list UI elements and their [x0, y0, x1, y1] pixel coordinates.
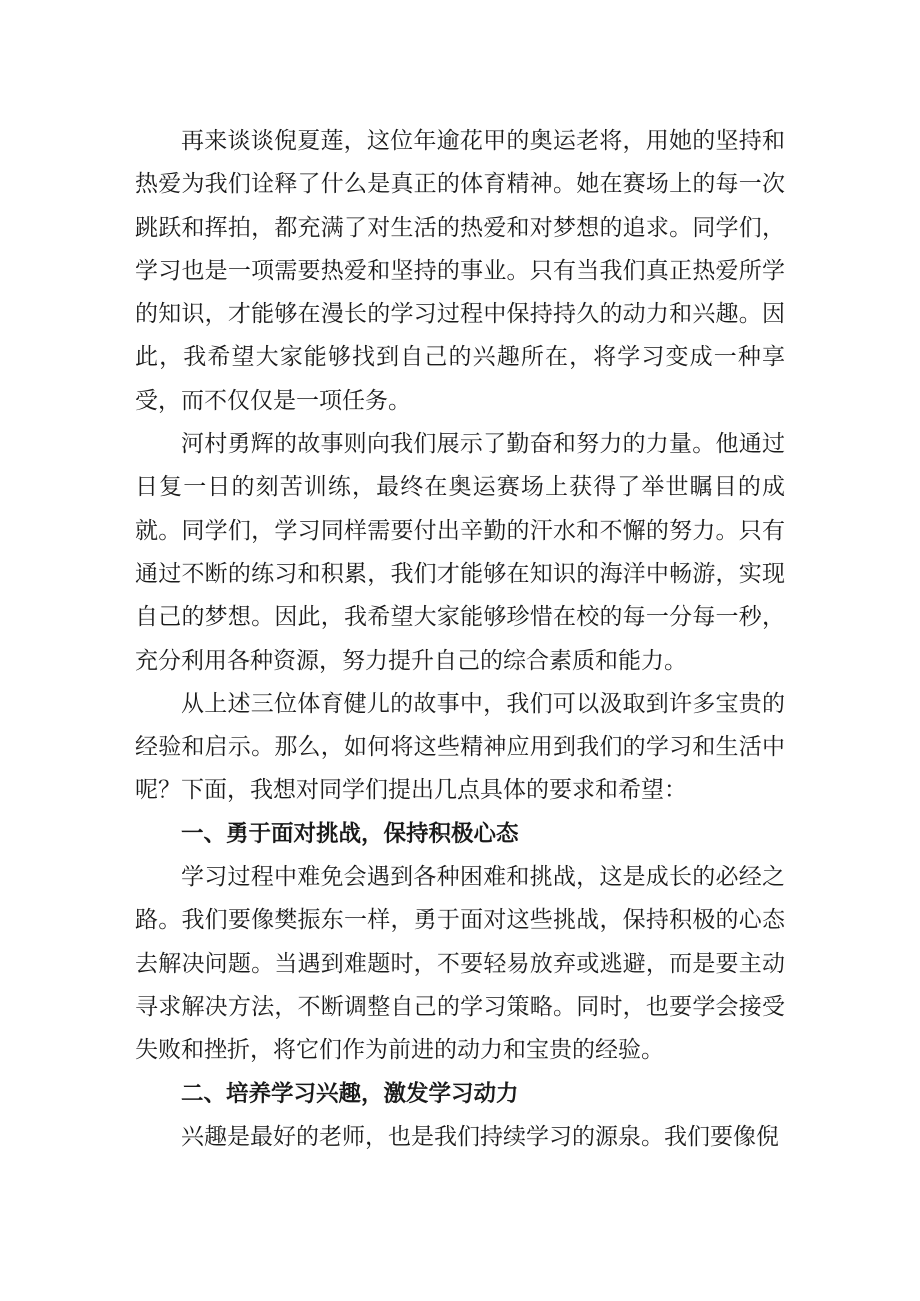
paragraph-ni-xialian: 再来谈谈倪夏莲，这位年逾花甲的奥运老将，用她的坚持和热爱为我们诠释了什么是真正的体育精神。她在赛场上的每一次跳跃和挥拍，都充满了对生活的热爱和对梦想的追求。同学们，学习也是一项需要热爱和坚持的事业。只有当我们真正热爱所学的知识，才能够在漫长的学习过程中保持持久的动力和兴趣。因此，我希望大家能够找到自己的兴趣所在，将学习变成一种享受，而不仅仅是一项任务。	[135, 128, 785, 414]
document-body	[135, 120, 785, 1159]
paragraph-kawamura-yuki: 河村勇辉的故事则向我们展示了勤奋和努力的力量。他通过日复一日的刻苦训练，最终在奥运赛场上获得了举世瞩目的成就。同学们，学习同样需要付出辛勤的汗水和不懈的努力。只有通过不断的练习和积累，我们才能够在知识的海洋中畅游，实现自己的梦想。因此，我希望大家能够珍惜在校的每一分每一秒，充分利用各种资源，努力提升自己的综合素质和能力。	[135, 431, 785, 674]
paragraph-learning-interest: 兴趣是最好的老师，也是我们持续学习的源泉。我们要像倪	[181, 1123, 779, 1150]
paragraph-lessons-intro: 从上述三位体育健儿的故事中，我们可以汲取到许多宝贵的经验和启示。那么，如何将这些精神应用到我们的学习和生活中呢？下面，我想对同学们提出几点具体的要求和希望：	[135, 690, 785, 804]
section-heading-learning-interest: 二、培养学习兴趣，激发学习动力	[181, 1080, 519, 1107]
section-heading-face-challenges: 一、勇于面对挑战，保持积极心态	[181, 820, 519, 847]
paragraph-face-challenges: 学习过程中难免会遇到各种困难和挑战，这是成长的必经之路。我们要像樊振东一样，勇于面对这些挑战，保持积极的心态去解决问题。当遇到难题时，不要轻易放弃或逃避，而是要主动寻求解决方法，不断调整自己的学习策略。同时，也要学会接受失败和挫折，将它们作为前进的动力和宝贵的经验。	[135, 864, 785, 1064]
